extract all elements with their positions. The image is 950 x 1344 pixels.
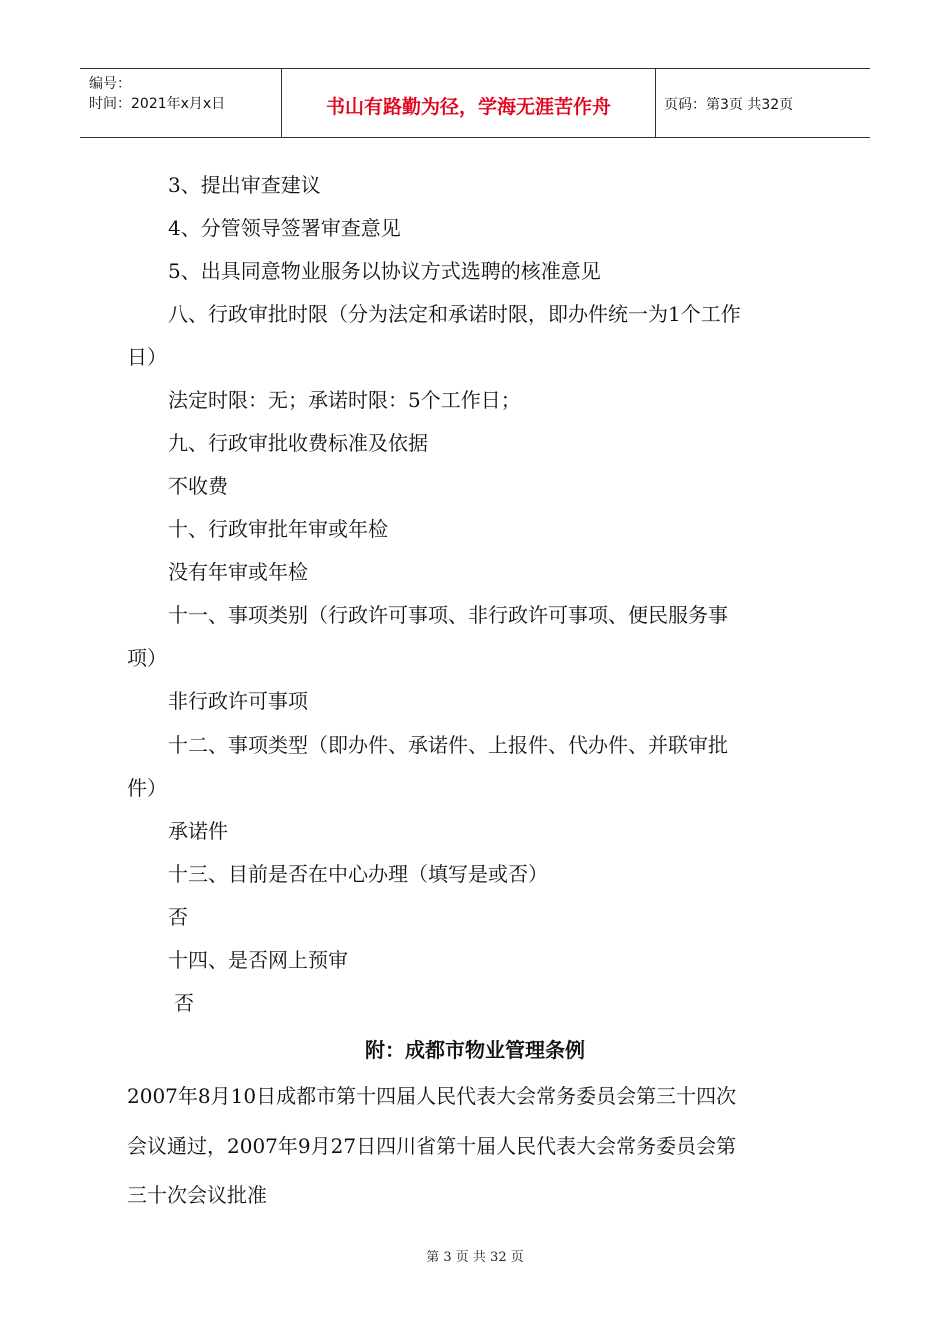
appendix-line: 2007年8月10日成都市第十四届人民代表大会常务委员会第三十四次: [127, 1084, 737, 1108]
body-line: 项）: [127, 646, 167, 670]
body-line: 法定时限：无；承诺时限：5个工作日；: [168, 388, 521, 412]
body-line: 3、提出审查建议: [168, 173, 321, 197]
body-line: 件）: [127, 776, 167, 800]
body-line: 5、出具同意物业服务以协议方式选聘的核准意见: [168, 259, 601, 283]
body-line: 日）: [127, 345, 167, 369]
header-middle-cell: [281, 69, 656, 137]
body-line: 不收费: [168, 474, 228, 498]
section-heading: 九、行政审批收费标准及依据: [168, 431, 428, 455]
appendix-line: 三十次会议批准: [127, 1183, 267, 1207]
section-heading: 十四、是否网上预审: [168, 948, 348, 972]
document-date: 时间：2021年x月x日: [89, 96, 226, 112]
appendix-title: 附：成都市物业管理条例: [365, 1038, 585, 1062]
section-heading: 十三、目前是否在中心办理（填写是或否）: [168, 862, 548, 886]
section-heading: 十、行政审批年审或年检: [168, 517, 388, 541]
body-line: 非行政许可事项: [168, 689, 308, 713]
header-right-cell: [655, 69, 870, 137]
document-number-label: 编号：: [89, 76, 131, 92]
body-line: 否: [174, 991, 194, 1015]
header-page-info: 页码：第3页 共32页: [664, 97, 794, 113]
header-left-cell: [80, 69, 281, 137]
appendix-line: 会议通过，2007年9月27日四川省第十届人民代表大会常务委员会第: [127, 1134, 737, 1158]
section-heading: 十二、事项类型（即办件、承诺件、上报件、代办件、并联审批: [168, 733, 728, 757]
section-heading: 八、行政审批时限（分为法定和承诺时限，即办件统一为1个工作: [168, 302, 741, 326]
body-line: 承诺件: [168, 819, 228, 843]
section-heading: 十一、事项类别（行政许可事项、非行政许可事项、便民服务事: [168, 603, 728, 627]
document-header: [80, 68, 870, 138]
body-line: 没有年审或年检: [168, 560, 308, 584]
header-motto: 书山有路勤为径，学海无涯苦作舟: [325, 96, 611, 118]
body-line: 否: [168, 905, 188, 929]
body-line: 4、分管领导签署审查意见: [168, 216, 401, 240]
page-footer: 第 3 页 共 32 页: [426, 1250, 524, 1265]
